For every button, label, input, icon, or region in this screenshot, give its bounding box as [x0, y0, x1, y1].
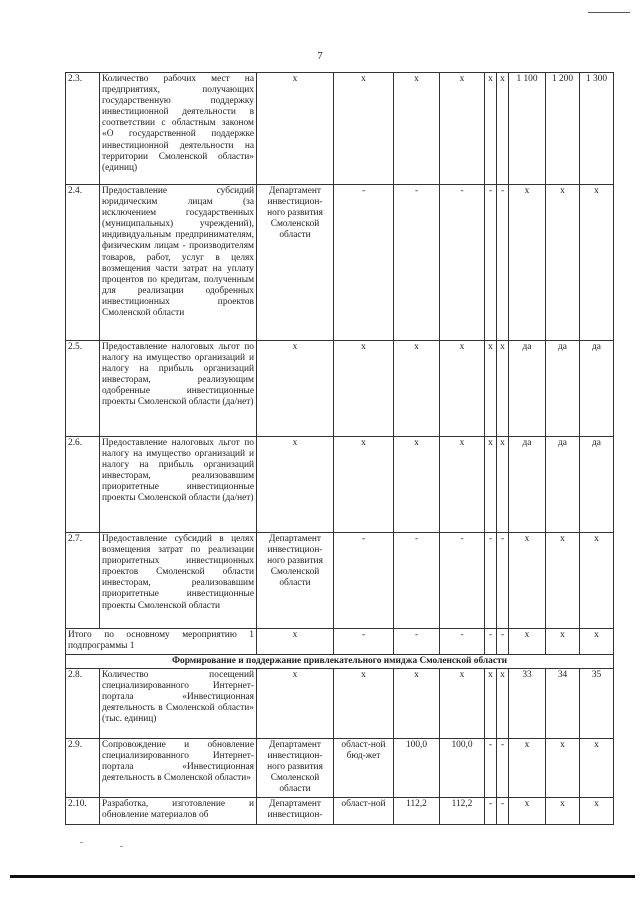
total-label: Итого по основному мероприятию 1 подпрограммы 1 [66, 629, 257, 655]
table-row [66, 341, 614, 437]
cell-y3: - [497, 739, 509, 798]
row-name: Предоставление налоговых льгот по налогу на имущество организаций и налогу на прибыль организаций инвесторам, реализовавшим приоритетные инвестиционные проекты Смоленской области (да/нет) [100, 437, 257, 533]
cell-source: х [334, 669, 394, 739]
row-name: Сопровождение и обновление специализированного Интернет-портала «Инвестиционная деятельность в Смоленской области» [100, 739, 257, 798]
cell-v5: х [546, 533, 580, 629]
cell-v6: х [580, 629, 614, 655]
table-row [66, 73, 614, 185]
cell-y3: - [497, 629, 509, 655]
cell-v5: 1 200 [546, 73, 580, 185]
cell-v5: х [546, 798, 580, 825]
cell-total: - [394, 185, 440, 341]
cell-executor: х [257, 73, 334, 185]
cell-y3: х [497, 341, 509, 437]
cell-y3: х [497, 437, 509, 533]
cell-y2: х [485, 437, 497, 533]
cell-executor: х [257, 669, 334, 739]
cell-total: 100,0 [394, 739, 440, 798]
cell-executor: х [257, 437, 334, 533]
cell-y2: - [485, 739, 497, 798]
cell-y3: х [497, 669, 509, 739]
cell-total: х [394, 73, 440, 185]
cell-v6: х [580, 798, 614, 825]
cell-v4: х [509, 739, 546, 798]
row-number: 2.7. [66, 533, 100, 629]
cell-y1: 112,2 [440, 798, 485, 825]
row-number: 2.10. [66, 798, 100, 825]
program-table [65, 72, 614, 825]
cell-v5: х [546, 629, 580, 655]
cell-total: - [394, 533, 440, 629]
cell-source: х [334, 437, 394, 533]
cell-y2: - [485, 185, 497, 341]
cell-executor: Департамент инвестицион-ного развития Смоленской области [257, 185, 334, 341]
table-body [66, 73, 614, 825]
table-row [66, 669, 614, 739]
cell-y1: - [440, 629, 485, 655]
cell-executor: х [257, 629, 334, 655]
cell-v5: х [546, 739, 580, 798]
cell-v4: х [509, 185, 546, 341]
cell-v6: х [580, 533, 614, 629]
cell-executor: х [257, 341, 334, 437]
cell-total: х [394, 437, 440, 533]
section-heading: Формирование и поддержание привлекательного имиджа Смоленской области [66, 655, 614, 669]
cell-v6: 35 [580, 669, 614, 739]
scan-edge-bar [10, 875, 635, 878]
row-number: 2.8. [66, 669, 100, 739]
table-row [66, 798, 614, 825]
row-number: 2.6. [66, 437, 100, 533]
cell-v4: 1 100 [509, 73, 546, 185]
cell-y2: - [485, 798, 497, 825]
cell-y3: - [497, 533, 509, 629]
cell-y2: - [485, 533, 497, 629]
cell-source: - [334, 533, 394, 629]
cell-v6: х [580, 739, 614, 798]
cell-executor: Департамент инвестицион- [257, 798, 334, 825]
cell-y2: х [485, 73, 497, 185]
cell-v6: х [580, 185, 614, 341]
cell-source: х [334, 341, 394, 437]
cell-source: област-ной бюд-жет [334, 739, 394, 798]
cell-y1: х [440, 341, 485, 437]
header-line [588, 12, 630, 13]
table-row [66, 739, 614, 798]
cell-v4: х [509, 798, 546, 825]
cell-v6: да [580, 437, 614, 533]
cell-y3: х [497, 73, 509, 185]
cell-y2: х [485, 669, 497, 739]
cell-source: - [334, 185, 394, 341]
cell-source: област-ной [334, 798, 394, 825]
cell-total: 112,2 [394, 798, 440, 825]
cell-y1: х [440, 669, 485, 739]
cell-total: - [394, 629, 440, 655]
cell-v4: х [509, 533, 546, 629]
cell-y1: - [440, 185, 485, 341]
cell-y3: - [497, 798, 509, 825]
cell-v4: 33 [509, 669, 546, 739]
cell-y1: - [440, 533, 485, 629]
cell-y1: х [440, 73, 485, 185]
table-row [66, 437, 614, 533]
cell-v5: х [546, 185, 580, 341]
row-number: 2.3. [66, 73, 100, 185]
row-name: Предоставление налоговых льгот по налогу на имущество организаций и налогу на прибыль организаций инвесторам, реализующим одобренные инвестиционные проекты Смоленской области (да/нет) [100, 341, 257, 437]
page-number: 7 [317, 50, 323, 62]
cell-y2: - [485, 629, 497, 655]
cell-v4: х [509, 629, 546, 655]
cell-executor: Департамент инвестицион-ного развития Смоленской области [257, 739, 334, 798]
row-number: 2.4. [66, 185, 100, 341]
table-row [66, 185, 614, 341]
scan-speck [80, 842, 83, 843]
cell-v4: да [509, 437, 546, 533]
cell-y1: 100,0 [440, 739, 485, 798]
cell-y1: х [440, 437, 485, 533]
cell-v5: да [546, 437, 580, 533]
table-row [66, 533, 614, 629]
row-name: Разработка, изготовление и обновление материалов об [100, 798, 257, 825]
cell-total: х [394, 669, 440, 739]
cell-source: - [334, 629, 394, 655]
scan-speck [120, 846, 123, 847]
row-name: Количество рабочих мест на предприятиях, получающих государственную поддержку инвестиционной деятельности в соответствии с областным законом «О государственной поддержке инвестиционной деятельности на территории Смоленской области» (единиц) [100, 73, 257, 185]
cell-v5: да [546, 341, 580, 437]
row-name: Количество посещений специализированного Интернет-портала «Инвестиционная деятельность в Смоленской области» (тыс. единиц) [100, 669, 257, 739]
cell-y3: - [497, 185, 509, 341]
cell-v4: да [509, 341, 546, 437]
row-number: 2.5. [66, 341, 100, 437]
cell-executor: Департамент инвестицион-ного развития Смоленской области [257, 533, 334, 629]
row-name: Предоставление субсидий в целях возмещения затрат по реализации приоритетных инвестиционных проектов Смоленской области инвесторам, реализовавшим приоритетные инвестиционные проекты Смоленской области [100, 533, 257, 629]
cell-y2: х [485, 341, 497, 437]
cell-total: х [394, 341, 440, 437]
cell-v5: 34 [546, 669, 580, 739]
row-number: 2.9. [66, 739, 100, 798]
section-row [66, 655, 614, 669]
total-row [66, 629, 614, 655]
row-name: Предоставление субсидий юридическим лицам (за исключением государственных (муниципальных) учреждений), индивидуальным предпринимателям, физическим лицам - производителям товаров, работ, услуг в целях возмещения части затрат на уплату процентов по кредитам, полученным для реализации одобренных инвестиционных проектов Смоленской области [100, 185, 257, 341]
cell-v6: да [580, 341, 614, 437]
cell-source: х [334, 73, 394, 185]
cell-v6: 1 300 [580, 73, 614, 185]
